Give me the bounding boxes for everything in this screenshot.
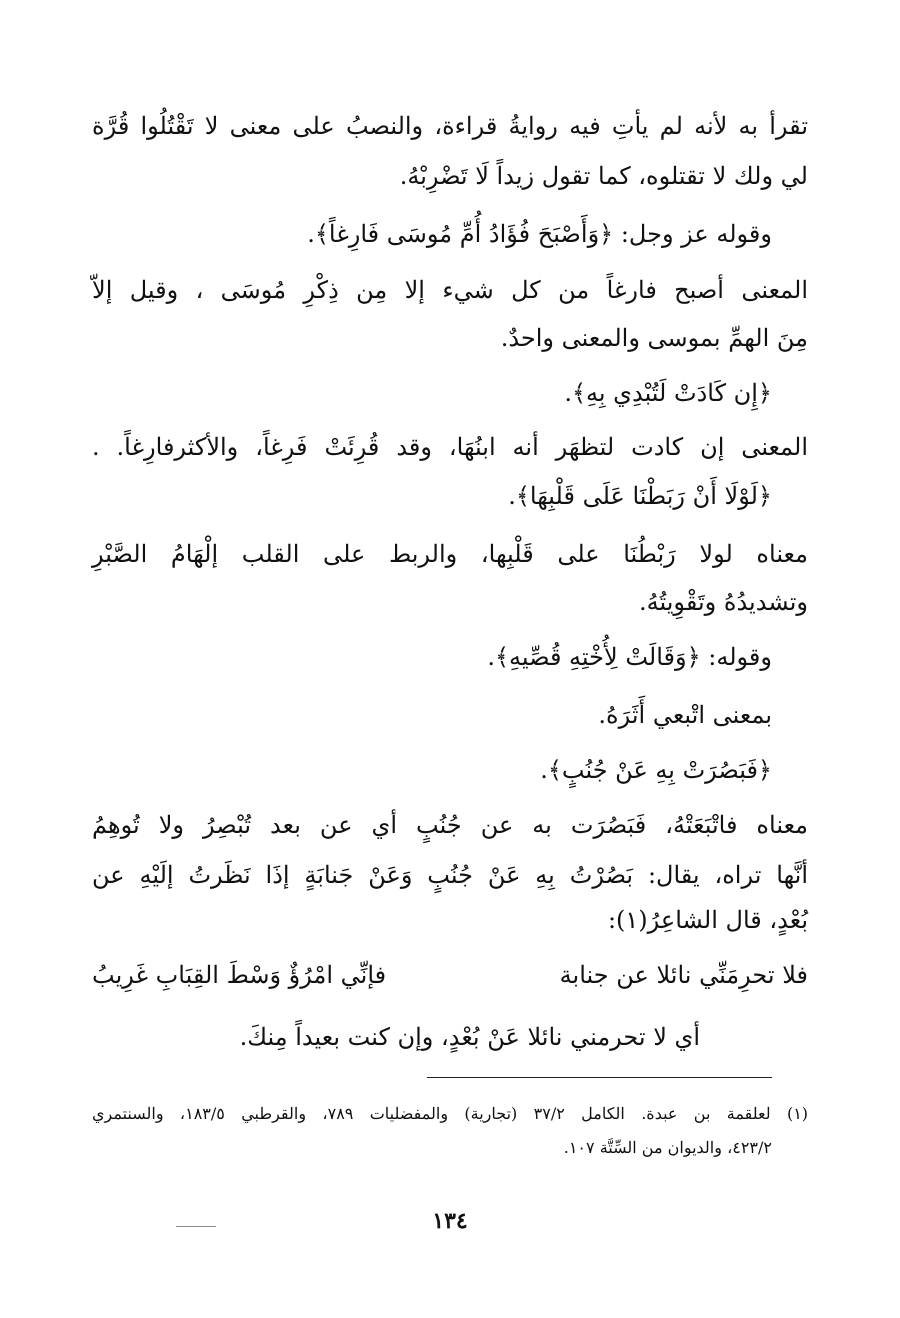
text-line-after-poem: أي لا تحرمني نائلا عَنْ بُعْدٍ، وإن كنت بعيداً مِنكَ. [239,1023,700,1051]
poem-hemistich-first: فلا تحرِمَنِّي نائلا عن جنابة [559,961,808,989]
text-line-2: لي ولك لا تقتلوه، كما تقول زيداً لَا تَضْرِبْهُ. [399,162,808,190]
poem-verse [92,955,808,995]
scan-mark [176,1226,216,1227]
text-line-14: معناه فاتْبَعَتْهُ، فَبَصُرَت به عن جُنُبٍ أي عن بعد تُبْصِرُ ولا تُوهِمُ [92,811,808,839]
text-line-9: معناه لولا رَبْطُنَا على قَلْبِها، والربط على القلب إلْهَامُ الصَّبْرِ [92,540,808,568]
text-line-12: بمعنى اتْبعي أَثَرَهُ. [598,701,772,729]
text-line-13: ﴿فَبَصُرَتْ بِهِ عَنْ جُنُبٍ﴾. [540,756,772,784]
text-line-15: أنَّها تراه، يقال: بَصُرْتُ بِهِ عَنْ جُنُبٍ وَعَنْ جَنابَةٍ إذَا نَظَرتُ إلَيْهِ عن [92,861,808,889]
text-line-1: تقرأ به لأنه لم يأتِ فيه روايةُ قراءة، والنصبُ على معنى لا تَقْتُلُوا قُرَّة [92,112,808,140]
text-line-10: وتشديدُهُ وتَقْوِيتُهُ. [639,588,808,616]
footnote-separator [427,1077,772,1078]
footnote-line-1: (١) لعلقمة بن عبدة. الكامل ٣٧/٢ (تجارية) والمفضليات ٧٨٩، والقرطبي ١٨٣/٥، والسنتمري [92,1104,809,1123]
text-line-16: بُعْدٍ، قال الشاعِرُ(١): [607,906,808,934]
text-line-5: مِنَ الهمِّ بموسى والمعنى واحدٌ. [500,324,808,352]
poem-hemistich-second: فإنِّي امْرُؤٌ وَسْطَ القِبَابِ غَرِيبُ [92,961,387,989]
text-line-4: المعنى أصبح فارغاً من كل شيء إلا مِن ذِكْرِ مُوسَى ، وقيل إلاّ [92,276,808,304]
text-line-8: ﴿لَوْلَا أَنْ رَبَطْنَا عَلَى قَلْبِهَا﴾. [508,482,772,510]
text-line-6: ﴿إِن كَادَتْ لَتُبْدِي بِهِ﴾. [564,379,772,407]
text-line-7: المعنى إن كادت لتظهَر أنه ابنُهَا، وقد قُرِئَتْ فَرِغاً، والأكثرفارِغاً. . [92,433,808,461]
text-line-11: وقوله: ﴿وَقَالَتْ لِأُخْتِهِ قُصِّيهِ﴾. [487,643,772,671]
footnote-line-2: ٤٢٣/٢، والديوان من السِّتَّة ١٠٧. [563,1138,772,1157]
page-number: ١٣٤ [432,1208,468,1234]
text-line-3: وقوله عز وجل: ﴿وَأَصْبَحَ فُؤَادُ أُمِّ مُوسَى فَارِغاً﴾. [307,220,772,248]
